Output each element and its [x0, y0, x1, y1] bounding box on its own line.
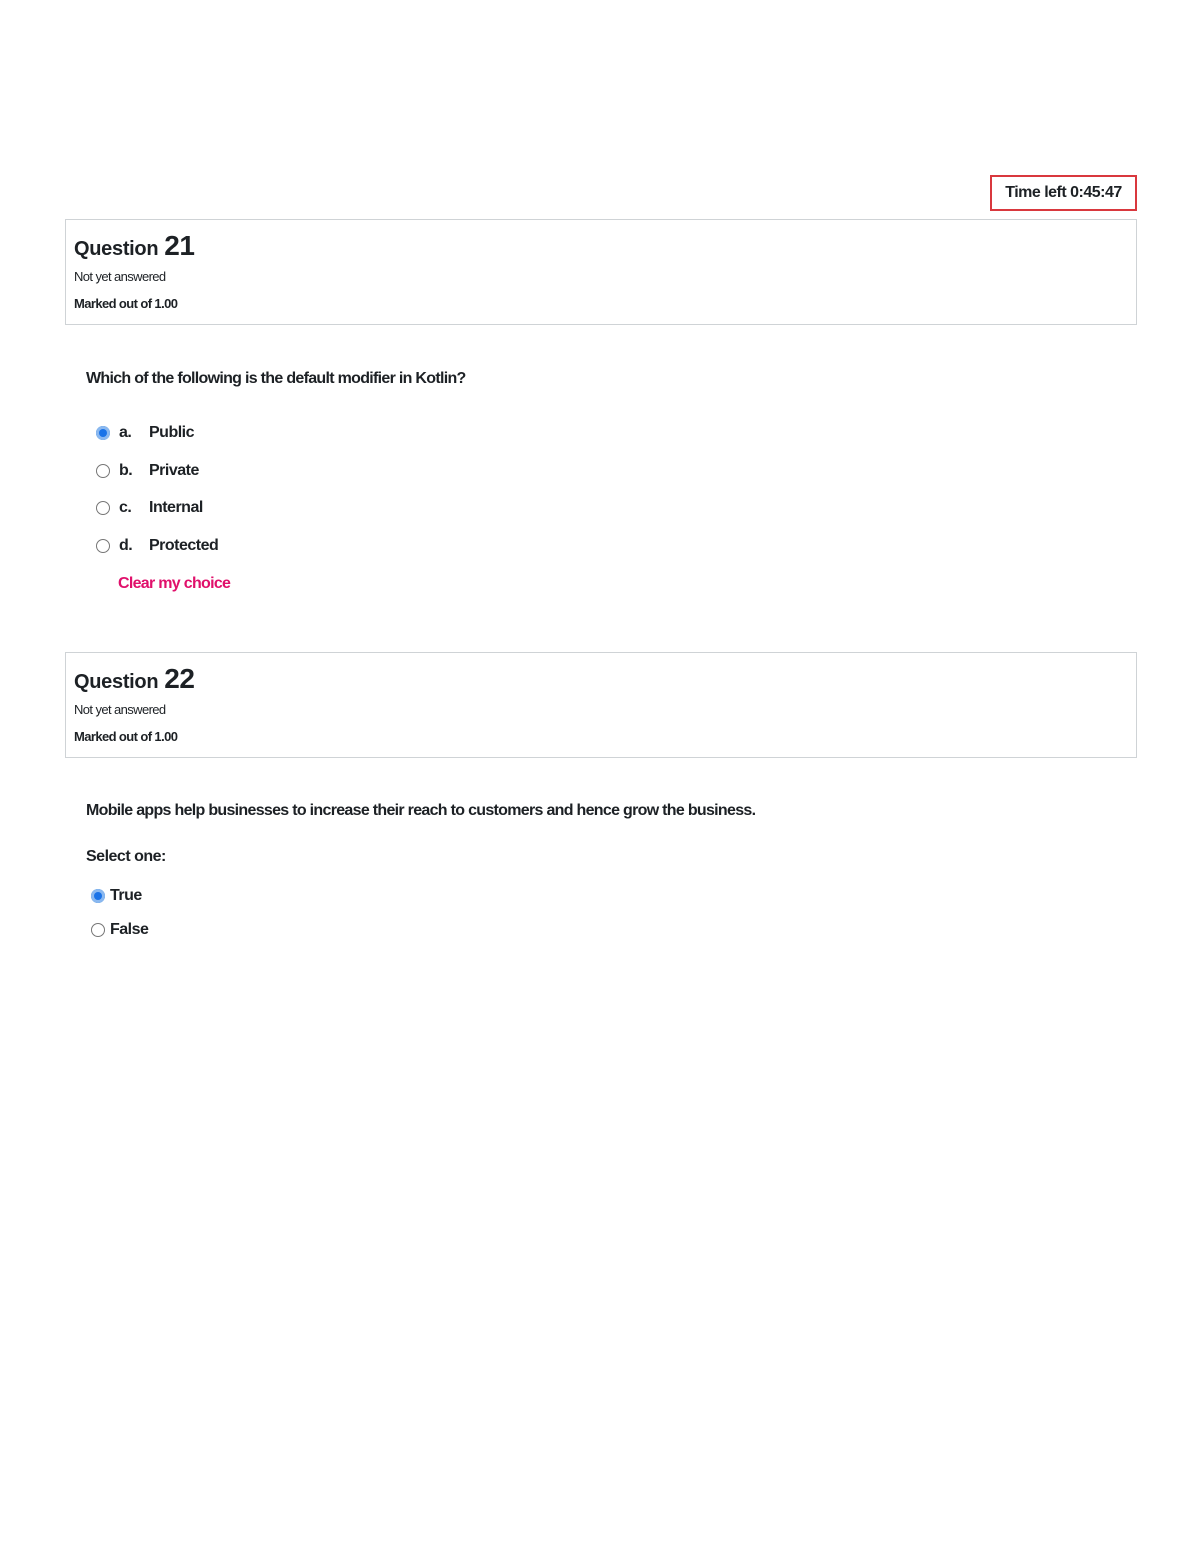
question-state: Not yet answered [74, 702, 166, 717]
option-label[interactable]: Private [149, 462, 199, 479]
question-number: 21 [164, 230, 195, 261]
option-letter: c. [119, 499, 132, 516]
question-label: Question [74, 238, 159, 260]
question-number: 22 [164, 663, 195, 694]
answer-option-false[interactable] [91, 918, 148, 942]
radio-button-checked[interactable] [91, 889, 105, 903]
clear-choice-link[interactable]: Clear my choice [118, 575, 231, 592]
answer-option-d[interactable] [96, 534, 218, 558]
option-label[interactable]: Internal [149, 499, 203, 516]
option-letter: b. [119, 462, 133, 479]
question-label: Question [74, 671, 159, 693]
radio-button[interactable] [96, 501, 110, 515]
question-text: Which of the following is the default modifier in Kotlin? [86, 370, 466, 387]
option-label[interactable]: Public [149, 424, 195, 441]
question-grade: Marked out of 1.00 [74, 296, 178, 311]
radio-button-checked[interactable] [96, 426, 110, 440]
answer-option-b[interactable] [96, 459, 199, 483]
answer-option-a[interactable] [96, 421, 194, 445]
radio-button[interactable] [96, 539, 110, 553]
option-label[interactable]: True [110, 887, 142, 904]
radio-button[interactable] [96, 464, 110, 478]
option-label[interactable]: False [110, 921, 149, 938]
question-title [74, 663, 1136, 695]
question-info-22 [65, 652, 1137, 758]
quiz-timer: Time left 0:45:47 [990, 175, 1137, 211]
question-title [74, 230, 1136, 262]
answer-option-c[interactable] [96, 496, 203, 520]
option-label[interactable]: Protected [149, 537, 219, 554]
option-letter: a. [119, 424, 132, 441]
select-one-prompt: Select one: [86, 848, 166, 865]
question-info-21 [65, 219, 1137, 325]
question-text: Mobile apps help businesses to increase their reach to customers and hence grow the business. [86, 802, 756, 819]
question-grade: Marked out of 1.00 [74, 729, 178, 744]
radio-button[interactable] [91, 923, 105, 937]
answer-option-true[interactable] [91, 884, 142, 908]
option-letter: d. [119, 537, 133, 554]
question-state: Not yet answered [74, 269, 166, 284]
